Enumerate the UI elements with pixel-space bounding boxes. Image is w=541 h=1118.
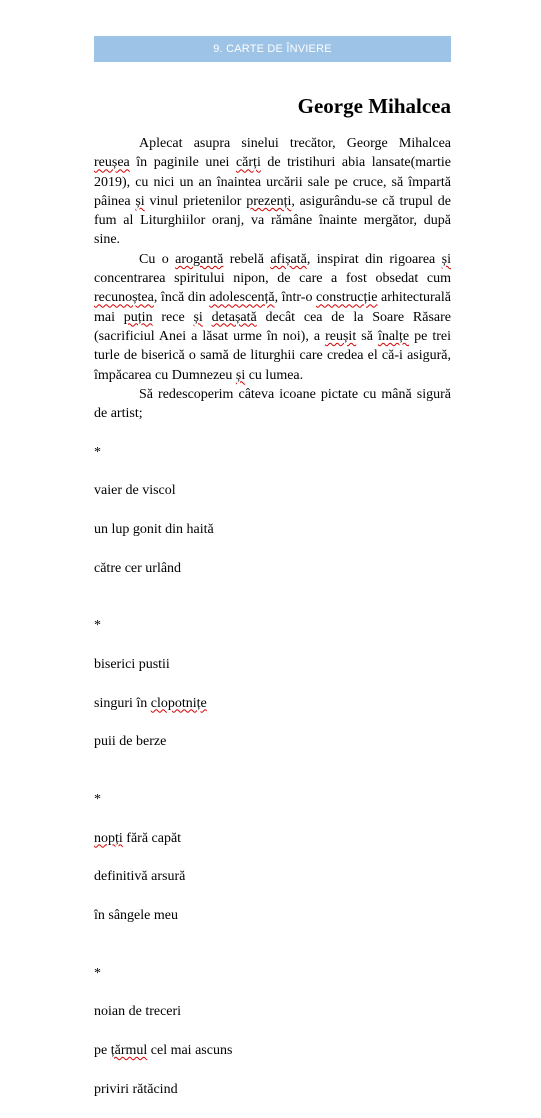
- text-run: în paginile unei: [129, 155, 236, 171]
- spellcheck-word: afișată: [270, 251, 307, 267]
- haiku-4: [94, 944, 451, 1118]
- spellcheck-word: recunoștea: [94, 290, 154, 306]
- haiku-line: un lup gonit din haită: [94, 521, 214, 537]
- text-run: vinul prietenilor: [144, 193, 247, 209]
- spellcheck-word: și: [193, 309, 203, 325]
- text-run: rebelă: [223, 251, 271, 267]
- haiku-line: puii de berze: [94, 734, 167, 750]
- haiku-marker: *: [94, 965, 101, 981]
- spellcheck-word: adolescență: [209, 290, 275, 306]
- text-run: cel mai ascuns: [147, 1042, 233, 1058]
- spellcheck-word: prezenți: [246, 193, 292, 209]
- spellcheck-word: și: [441, 251, 451, 267]
- spellcheck-word: țărmul: [110, 1042, 148, 1058]
- paragraph-2: [94, 250, 451, 385]
- haiku-line: priviri rătăcind: [94, 1081, 178, 1097]
- spellcheck-word: cărți: [235, 155, 261, 171]
- text-run: de tristihuri abia lansate(martie 2019), cu nici un an înaintea urcării sale pe cruce, să împartă pâinea: [94, 155, 451, 209]
- haiku-line: biserici pustii: [94, 657, 170, 673]
- haiku-marker: *: [94, 444, 101, 460]
- text-run: Cu o: [139, 251, 176, 267]
- text-run: să: [356, 328, 378, 344]
- spellcheck-word: nopți: [94, 830, 123, 846]
- spellcheck-word: reușit: [325, 328, 357, 344]
- haiku-line: [94, 829, 451, 848]
- article-title: George Mihalcea: [297, 94, 451, 118]
- chapter-header-text: 9. CARTE DE ÎNVIERE: [213, 43, 332, 55]
- chapter-header-bar: [94, 36, 451, 62]
- text-run: Să redescoperim câteva icoane pictate cu mână sigură de artist;: [94, 386, 451, 422]
- text-run: rece: [152, 309, 194, 325]
- haiku-2: [94, 597, 451, 771]
- haiku-line: [94, 694, 451, 713]
- haiku-1: [94, 423, 451, 597]
- spellcheck-word: înalțe: [377, 328, 410, 344]
- paragraph-3: [94, 385, 451, 424]
- text-run: , într-o: [274, 290, 317, 306]
- haiku-marker: *: [94, 792, 101, 808]
- spellcheck-word: și: [235, 367, 246, 383]
- spellcheck-word: detașată: [211, 309, 257, 325]
- haiku-line: [94, 1041, 451, 1060]
- text-run: , asigurându-se că trupul de fum al Liturghiilor oranj, va rămâne înainte mergător, după sine.: [94, 193, 451, 248]
- spellcheck-word: construcție: [316, 290, 378, 306]
- text-run: pe: [94, 1042, 111, 1058]
- spellcheck-word: arogantă: [175, 251, 224, 267]
- haiku-line: în sângele meu: [94, 907, 178, 923]
- text-run: arhitecturală mai: [94, 290, 451, 325]
- text-run: cu lumea.: [245, 367, 304, 383]
- text-run: , inspirat din rigoarea: [306, 251, 442, 267]
- haiku-3: [94, 771, 451, 945]
- spellcheck-word: puțin: [123, 309, 153, 325]
- paragraph-1: [94, 134, 451, 250]
- text-run: Aplecat asupra sinelui trecător, George Mihalcea: [139, 136, 451, 151]
- haiku-line: noian de treceri: [94, 1004, 182, 1020]
- text-run: concentrarea spiritului nipon, de care a fost obsedat cum: [94, 271, 451, 287]
- spellcheck-word: și: [135, 193, 145, 209]
- haiku-marker: *: [94, 618, 101, 634]
- haiku-line: vaier de viscol: [94, 483, 176, 499]
- text-run: pe trei turle de biserică o samă de liturghii care credea el că-i asigură, împăcarea cu Dumnezeu: [94, 328, 451, 383]
- text-run: fără capăt: [122, 830, 182, 846]
- haiku-line: definitivă arsură: [94, 869, 186, 885]
- spellcheck-word: clopotnițe: [150, 695, 207, 711]
- spellcheck-word: reușea: [94, 155, 130, 171]
- text-run: [203, 310, 212, 325]
- haiku-line: către cer urlând: [94, 560, 182, 576]
- text-run: decât cea de la Soare Răsare (sacrificiul Anei a lăsat urme în noi), a: [94, 309, 451, 344]
- article-body: [94, 134, 451, 1118]
- text-run: , încă din: [153, 290, 210, 306]
- text-run: singuri în: [94, 695, 151, 711]
